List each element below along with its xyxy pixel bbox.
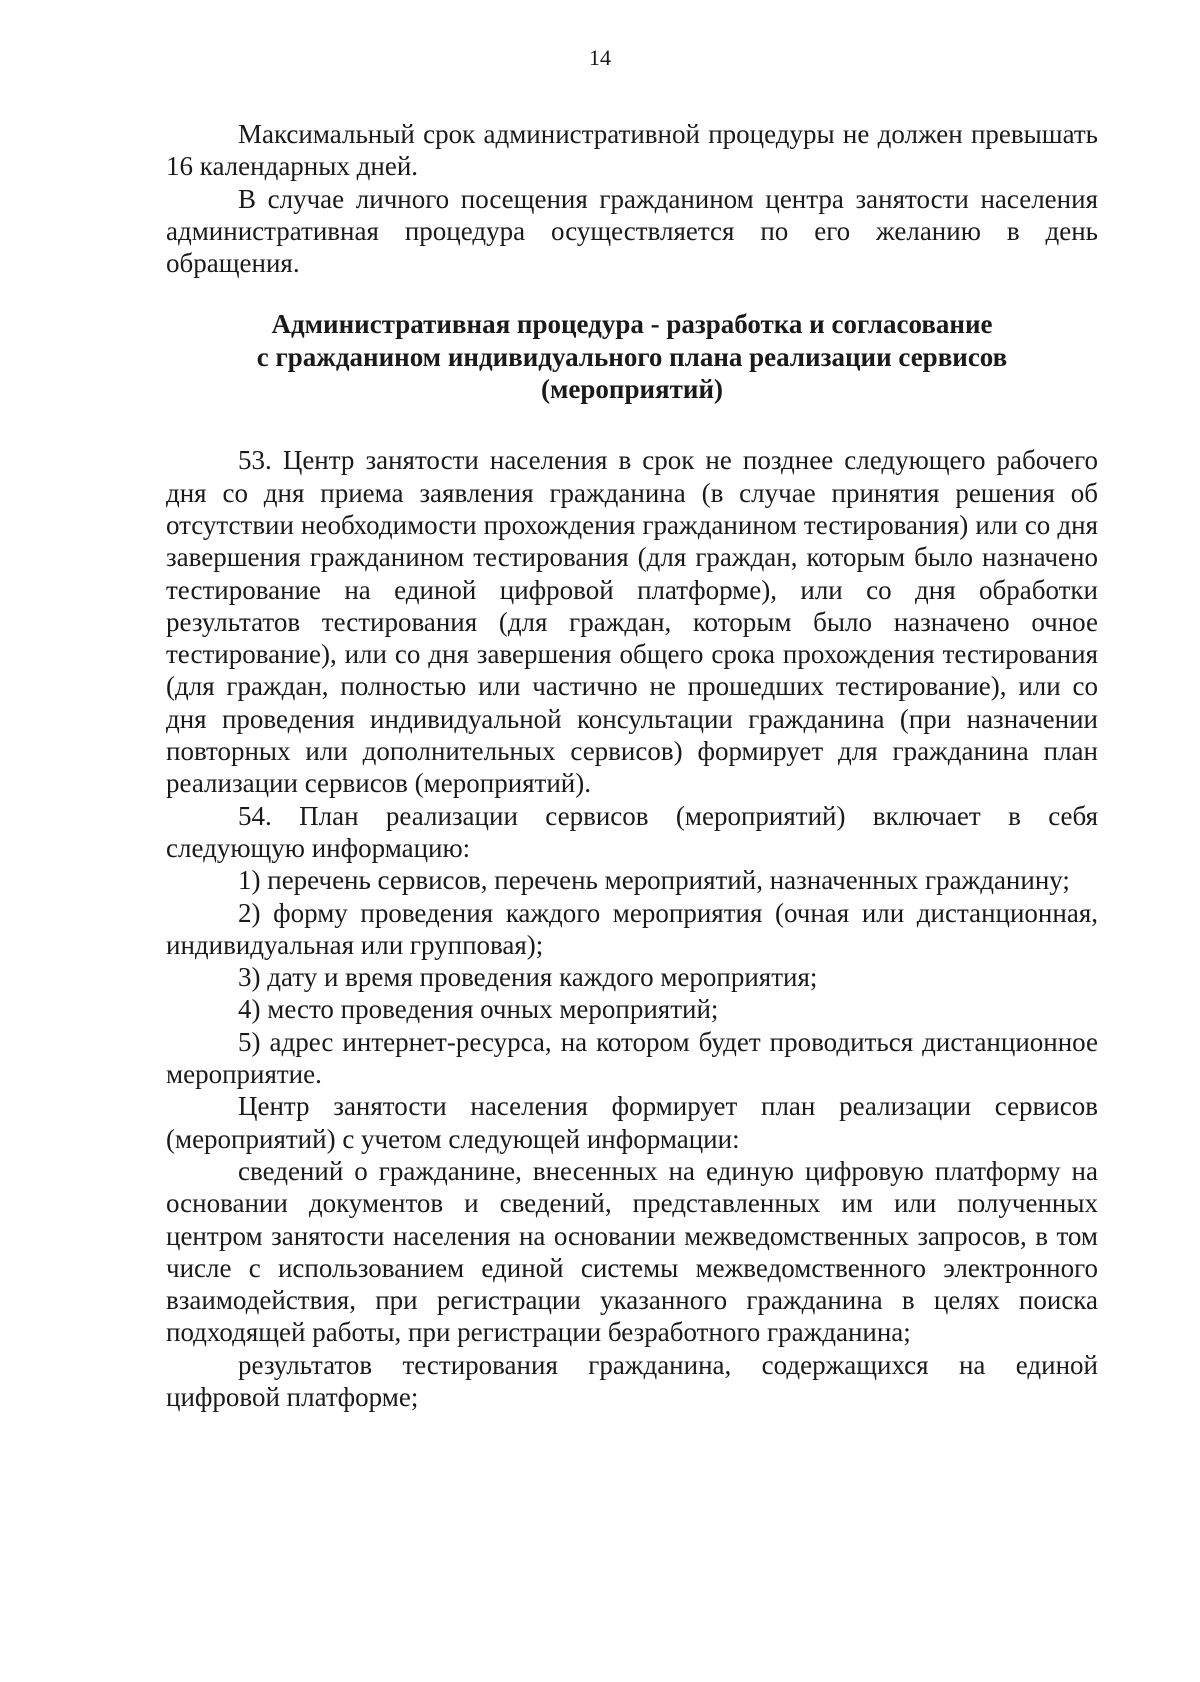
document-body [166,118,1098,1413]
section-heading-line-3: (мероприятий) [541,374,723,405]
paragraph-personal-visit: В случае личного посещения гражданином центра занятости населения административная процедура осуществляется по его желанию в день обращения. [166,183,1098,279]
paragraph-53: 53. Центр занятости населения в срок не позднее следующего рабочего дня со дня приема заявления гражданина (в случае принятия решения об отсутствии необходимости прохождения гражданином тестирования) или со дня завершения гражданином тестирования (для граждан, которым было назначено тестирование на единой цифровой платформе), или со дня обработки результатов тестирования (для граждан, которым было назначено очное тестирование), или со дня завершения общего срока прохождения тестирования (для граждан, полностью или частично не прошедших тестирование), или со дня проведения индивидуальной консультации гражданина (при назначении повторных или дополнительных сервисов) формирует для гражданина план реализации сервисов (мероприятий). [166,445,1098,799]
list-item-4: 4) место проведения очных мероприятий; [238,994,719,1025]
section-heading-line-1: Административная процедура - разработка и согласование [271,309,993,340]
list-item-2: 2) форму проведения каждого мероприятия (очная или дистанционная, индивидуальная или групповая); [166,897,1098,960]
page-number: 14 [589,45,611,70]
list-item-3: 3) дату и время проведения каждого мероприятия; [238,962,818,993]
list-item-1: 1) перечень сервисов, перечень мероприятий, назначенных гражданину; [238,865,1070,896]
section-heading [166,308,1098,405]
list-item-5: 5) адрес интернет-ресурса, на котором будет проводиться дистанционное мероприятие. [166,1026,1098,1090]
paragraph-test-results: результатов тестирования гражданина, содержащихся на единой цифровой платформе; [166,1349,1098,1412]
paragraph-citizen-info: сведений о гражданине, внесенных на единую цифровую платформу на основании документов и сведений, представленных им или полученных центром занятости населения на основании межведомственных запросов, в том числе с использованием единой системы межведомственного электронного взаимодействия, при регистрации указанного гражданина в целях поиска подходящей работы, при регистрации безработного гражданина; [166,1155,1098,1348]
paragraph-plan-formation: Центр занятости населения формирует план реализации сервисов (мероприятий) с учетом следующей информации: [166,1091,1098,1154]
section-heading-line-2: с гражданином индивидуального плана реализации сервисов [256,341,1008,372]
paragraph-54: 54. План реализации сервисов (мероприятий) включает в себя следующую информацию: [166,800,1098,863]
paragraph-max-term: Максимальный срок административной процедуры не должен превышать 16 календарных дней. [166,119,1098,182]
